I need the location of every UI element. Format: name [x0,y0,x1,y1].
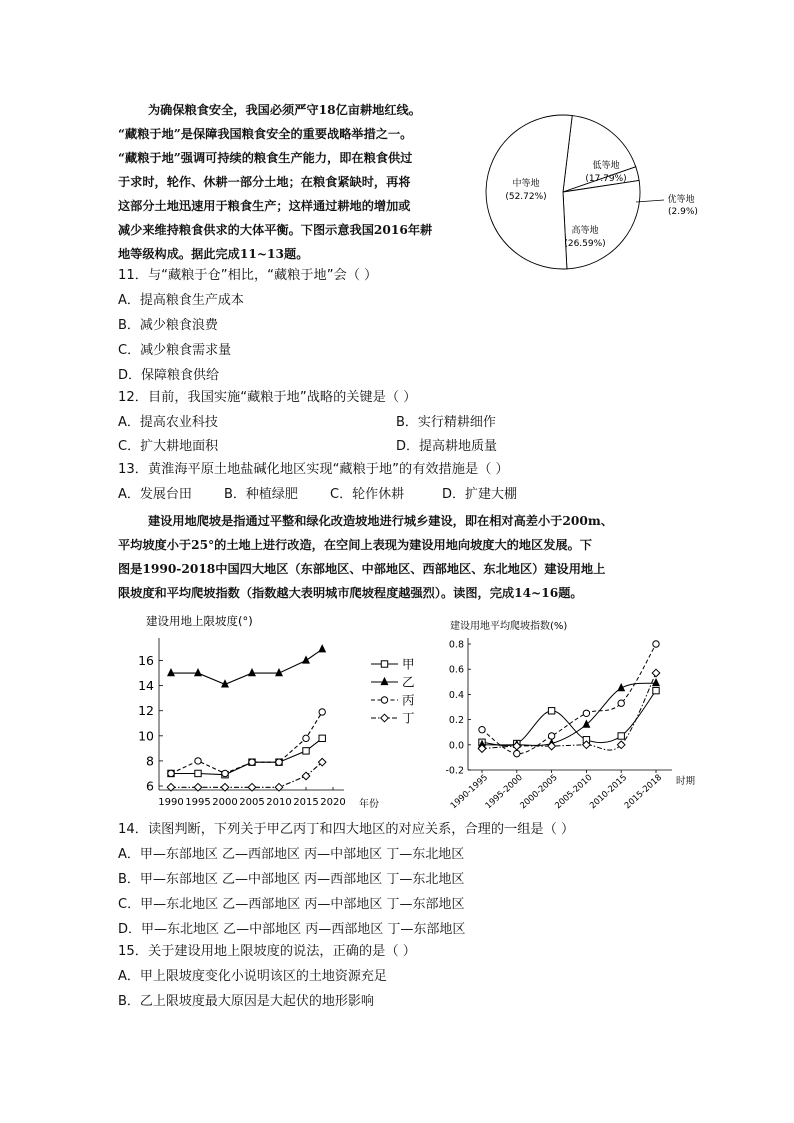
land-grade-pie-chart [478,92,708,292]
passage-1-line-2: “藏粮于地”是保障我国粮食安全的重要战略举措之一。 [118,127,413,141]
left-x-tick-label: 2010 [266,797,292,808]
q14-option-c[interactable]: C．甲—东北地区 乙—西部地区 丙—中部地区 丁—东部地区 [118,897,465,912]
passage-1-line-4: 于求时，轮作、休耕一部分土地；在粮食紧缺时，再将 [118,175,411,189]
pie-leader-line-excellent [636,200,664,202]
right-y-tick-label: -0.2 [445,765,464,777]
left-series-point-1 [195,669,201,676]
right-series-point-2 [548,733,554,739]
q13-stem: 13．黄淮海平原土地盐碱化地区实现“藏粮于地”的有效措施是（ ） [118,462,509,477]
right-series-point-3 [548,742,556,750]
q14-option-b[interactable]: B．甲—东部地区 乙—中部地区 丙—西部地区 丁—东北地区 [118,872,465,887]
q15-option-b[interactable]: B．乙上限坡度最大原因是大起伏的地形影响 [118,994,374,1009]
right-series-point-2 [653,641,659,647]
pie-slice-high [563,180,640,268]
left-x-tick-label: 2000 [212,797,238,808]
right-x-tick-label: 2005-2010 [553,772,595,812]
right-x-tick-label: 2000-2005 [518,772,560,812]
right-y-tick-label: 0.8 [448,639,464,651]
left-y-tick-label: 6 [146,778,154,794]
legend-marker-2 [381,697,387,703]
pie-label-excellent-name: 优等地 [667,195,695,205]
right-x-tick-label: 1990-1995 [448,772,491,812]
q13-option-a[interactable]: A．发展台田 [118,487,192,502]
left-series-point-2 [222,770,228,776]
right-series-point-1 [653,679,659,686]
left-series-line-3 [171,762,322,787]
left-series-point-2 [249,759,255,765]
left-x-tick-label: 2015 [293,797,319,808]
q12-option-d[interactable]: D．提高耕地质量 [396,439,498,454]
pie-label-high-value: (26.59%) [564,239,606,249]
q12-option-b[interactable]: B．实行精耕细作 [396,415,496,430]
right-series-point-2 [514,750,520,756]
q11-option-b[interactable]: B．减少粮食浪费 [118,318,218,333]
pie-label-low-value: (17.79%) [585,174,627,184]
right-series-line-1 [482,683,656,745]
q13-option-d[interactable]: D．扩建大棚 [442,487,518,502]
left-series-point-2 [195,758,201,764]
right-y-tick-label: 0.0 [448,740,464,752]
right-y-tick-label: 0.4 [448,689,464,701]
left-x-tick-label: 1990 [158,797,184,808]
pie-label-excellent-value: (2.9%) [668,207,698,217]
q14-option-d[interactable]: D．甲—东北地区 乙—中部地区 丙—西部地区 丁—东部地区 [118,922,466,937]
passage-1-line-6: 减少来维持粮食供求的大体平衡。下图示意我国2016年耕 [118,223,433,237]
right-series-line-2 [482,644,656,754]
left-y-tick-label: 16 [138,653,154,669]
passage-1-line-1: 为确保粮食安全，我国必须严守18亿亩耕地红线。 [148,103,421,117]
passage-1-line-7: 地等级构成。据此完成11~13题。 [118,247,309,261]
climbing-index-line-chart [422,614,712,824]
left-series-point-1 [303,657,309,664]
q11-option-d[interactable]: D．保障粮食供给 [118,368,220,383]
left-series-point-0 [319,735,325,741]
legend-label-2: 丙 [402,692,415,708]
left-x-tick-label: 2005 [239,797,265,808]
left-series-point-1 [319,645,325,652]
q13-option-c[interactable]: C．轮作休耕 [330,487,405,502]
left-series-point-0 [303,748,309,754]
left-y-tick-label: 10 [138,728,154,744]
q12-option-c[interactable]: C．扩大耕地面积 [118,439,219,454]
left-series-point-1 [249,669,255,676]
right-series-point-3 [652,669,660,677]
legend-marker-0 [381,661,387,667]
legend-marker-1 [381,678,387,685]
passage-2-line-3: 图是1990-2018中国四大地区（东部地区、中部地区、西部地区、东北地区）建设用地上 [118,562,606,576]
passage-2-line-1: 建设用地爬坡是指通过平整和绿化改造坡地进行城乡建设，即在相对高差小于200m、 [148,514,613,528]
left-series-point-2 [319,709,325,715]
q13-option-b[interactable]: B．种植绿肥 [224,487,298,502]
q11-option-a[interactable]: A．提高粮食生产成本 [118,293,244,308]
q14-option-a[interactable]: A．甲—东部地区 乙—西部地区 丙—中部地区 丁—东北地区 [118,847,465,862]
legend-marker-3 [381,714,389,722]
legend-label-1: 乙 [402,674,415,690]
passage-1-line-3: “藏粮于地”强调可持续的粮食生产能力，即在粮食供过 [118,151,413,165]
left-series-line-1 [171,649,322,684]
left-y-tick-label: 8 [146,753,154,769]
q15-option-a[interactable]: A．甲上限坡度变化小说明该区的土地资源充足 [118,969,387,984]
left-chart-title: 建设用地上限坡度(°) [146,614,253,628]
left-series-point-2 [303,735,309,741]
right-series-point-0 [548,708,554,714]
pie-label-medium-name: 中等地 [512,179,540,189]
pie-label-medium-value: (52.72%) [505,192,547,202]
right-chart-title: 建设用地平均爬坡指数(%) [450,621,568,632]
right-y-tick-label: 0.2 [448,715,464,727]
q11-stem: 11．与“藏粮于仓”相比，“藏粮于地”会（ ） [118,268,378,283]
left-series-point-2 [276,759,282,765]
left-chart-x-label: 年份 [359,799,379,810]
right-series-point-2 [479,726,485,732]
q11-option-c[interactable]: C．减少粮食需求量 [118,343,232,358]
right-chart-x-label: 时期 [676,776,696,787]
right-x-tick-label: 1995-2000 [483,772,525,812]
right-series-point-1 [583,721,589,728]
right-x-tick-label: 2010-2015 [588,772,630,812]
passage-2-line-2: 平均坡度小于25°的土地上进行改造，在空间上表现为建设用地向坡度大的地区发展。下 [118,538,592,552]
legend-label-0: 甲 [402,656,415,672]
pie-label-high-name: 高等地 [571,226,599,236]
left-series-point-0 [195,770,201,776]
right-y-tick-label: 0.6 [448,664,464,676]
right-x-tick-label: 2015-2018 [622,772,665,812]
q14-stem: 14．读图判断，下列关于甲乙丙丁和四大地区的对应关系，合理的一组是（ ） [118,822,575,837]
legend-label-3: 丁 [402,710,415,726]
right-series-line-0 [482,691,656,746]
passage-2-line-4: 限坡度和平均爬坡指数（指数越大表明城市爬坡程度越强烈）。读图，完成14~16题。 [118,586,583,600]
q12-stem: 12．目前，我国实施“藏粮于地”战略的关键是（ ） [118,390,417,405]
right-series-point-0 [653,687,659,693]
q15-stem: 15．关于建设用地上限坡度的说法，正确的是（ ） [118,944,416,959]
left-x-tick-label: 2020 [320,797,346,808]
left-chart-legend [371,657,415,726]
right-series-point-0 [618,733,624,739]
q12-option-a[interactable]: A．提高农业科技 [118,415,218,430]
left-y-tick-label: 12 [138,703,154,719]
left-x-tick-label: 1995 [185,797,211,808]
pie-label-low-name: 低等地 [592,161,620,171]
left-series-point-2 [168,770,174,776]
passage-1-line-5: 这部分土地迅速用于粮食生产；这样通过耕地的增加或 [118,199,411,213]
upper-slope-line-chart [120,608,420,818]
left-y-tick-label: 14 [138,678,154,694]
left-series-point-1 [168,669,174,676]
right-series-point-2 [618,700,624,706]
right-series-point-2 [583,710,589,716]
